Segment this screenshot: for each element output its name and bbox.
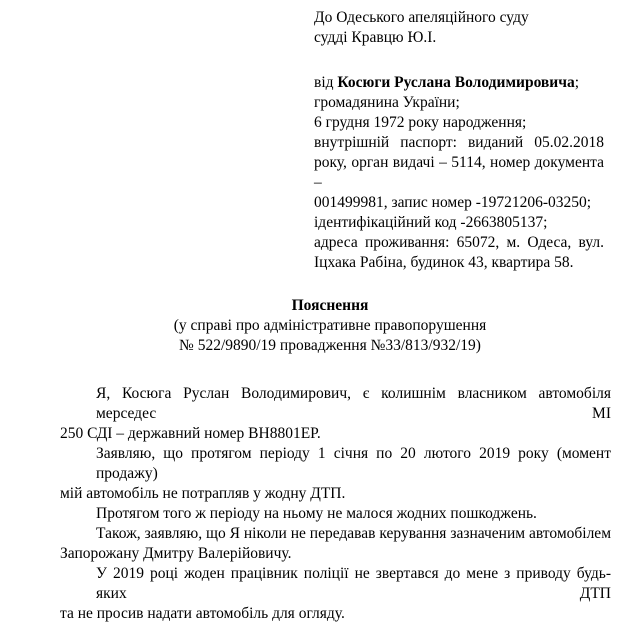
case-description: (у справі про адміністративне правопорушення — [173, 317, 487, 334]
paragraph-no-transfer — [60, 524, 611, 564]
paragraph-line: та не просив надати автомобіль для огляду. — [60, 605, 345, 622]
sender-from-prefix: від — [314, 74, 338, 91]
paragraph-line: мій автомобіль не потрапляв у жодну ДТП. — [60, 485, 346, 502]
case-number: № 522/9890/19 провадження №33/813/932/19) — [179, 337, 481, 354]
paragraph-line: Заявляю, що протягом періоду 1 січня по 20 лютого 2019 року (момент продажу) — [96, 445, 611, 482]
addressee-court: До Одеського апеляційного суду — [314, 9, 529, 26]
sender-passport-line3: 001499981, запис номер -19721206-03250; — [314, 194, 592, 211]
paragraph-no-damage — [60, 504, 611, 524]
sender-name: Косюги Руслана Володимировича — [337, 74, 575, 91]
sender-address-line2: Іцхака Рабіна, будинок 43, квартира 58. — [314, 254, 574, 271]
paragraph-line: Також, заявляю, що Я ніколи не передавав керування зазначеним автомобілем — [96, 525, 611, 542]
paragraph-line: Я, Косюга Руслан Володимирович, є колишнім власником автомобіля мерседес МІ — [96, 385, 611, 422]
paragraph-ownership — [60, 384, 611, 444]
addressee-judge: судді Кравцю Ю.І. — [314, 29, 437, 46]
sender-passport-line2: року, орган видачі – 5114, номер документа – — [314, 154, 604, 191]
paragraph-no-accident — [60, 444, 611, 504]
sender-citizenship: громадянина України; — [314, 94, 460, 111]
paragraph-no-police — [60, 564, 611, 624]
paragraph-line: У 2019 році жоден працівник поліції не звертався до мене з приводу будь-яких ДТП — [96, 565, 611, 602]
sender-birth: 6 грудня 1972 року народження; — [314, 114, 527, 131]
document-heading — [60, 296, 600, 356]
sender-address-line1: адреса проживання: 65072, м. Одеса, вул. — [314, 234, 604, 251]
paragraph-line: Запорожану Дмитру Валерійовичу. — [60, 545, 292, 562]
document-body — [60, 384, 611, 624]
sender-passport-line1: внутрішній паспорт: виданий 05.02.2018 — [314, 134, 604, 151]
paragraph-line: 250 СДІ – державний номер ВН8801ЕР. — [60, 425, 321, 442]
addressee-block — [314, 8, 604, 273]
sender-tax-id: ідентифікаційний код -2663805137; — [314, 214, 548, 231]
sender-line — [314, 73, 604, 93]
sender-name-suffix: ; — [574, 74, 580, 91]
document-title: Пояснення — [291, 297, 369, 314]
paragraph-line: Протягом того ж періоду на ньому не малося жодних пошкоджень. — [96, 505, 537, 522]
